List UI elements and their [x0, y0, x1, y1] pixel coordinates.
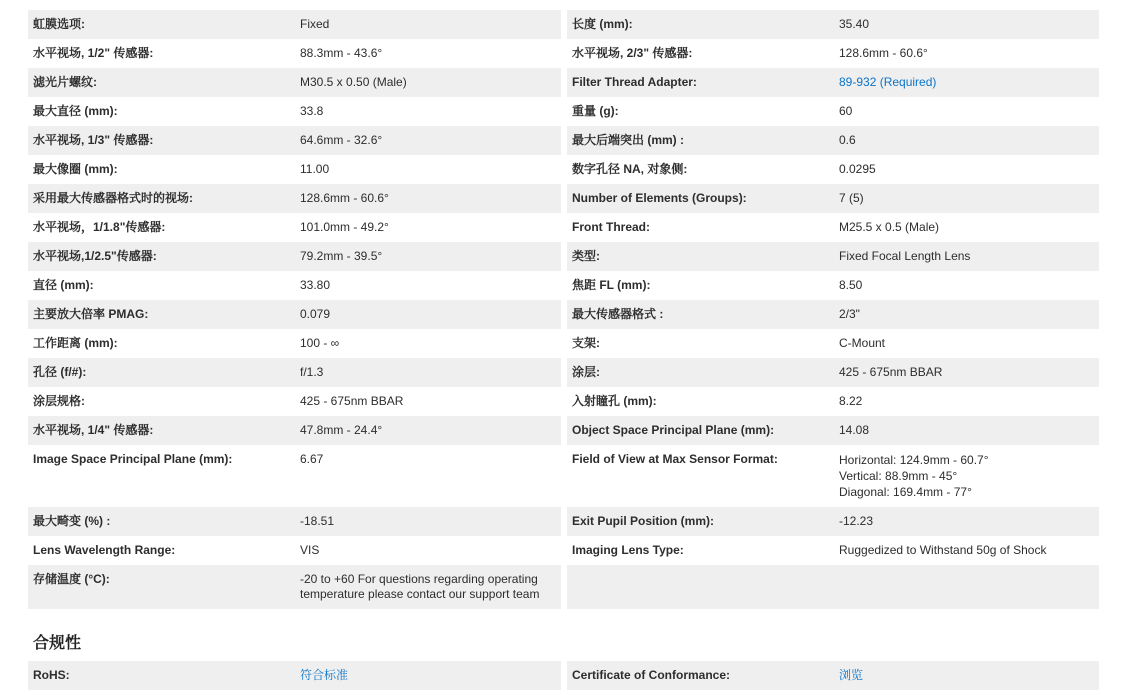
spec-label: 主要放大倍率 PMAG: [33, 307, 149, 321]
spec-value: 11.00 [300, 162, 330, 176]
spec-cell-right [567, 387, 1099, 416]
table-row [28, 387, 1099, 416]
table-row [28, 271, 1099, 300]
spec-cell-right [567, 416, 1099, 445]
spec-label: 涂层规格: [33, 394, 85, 408]
spec-value: 0.0295 [839, 162, 876, 176]
spec-link[interactable]: 浏览 [839, 668, 864, 682]
spec-cell-left [28, 387, 561, 416]
spec-value: 88.3mm - 43.6° [300, 46, 383, 60]
spec-cell-right [567, 536, 1099, 565]
spec-label: 重量 (g): [572, 104, 619, 118]
spec-label: 长度 (mm): [572, 17, 633, 31]
spec-value [839, 452, 1091, 500]
spec-value: 425 - 675nm BBAR [300, 394, 404, 408]
spec-label: 采用最大传感器格式时的视场: [33, 191, 193, 205]
spec-label: 入射瞳孔 (mm): [572, 394, 657, 408]
compliance-heading: 合规性 [33, 635, 82, 652]
spec-value: 101.0mm - 49.2° [300, 220, 389, 234]
spec-value: -12.23 [839, 514, 874, 528]
table-row [28, 68, 1099, 97]
spec-label: 支架: [572, 336, 600, 350]
spec-label: Number of Elements (Groups): [572, 191, 747, 205]
table-row [28, 358, 1099, 387]
spec-label: 孔径 (f/#): [33, 365, 87, 379]
table-row [28, 565, 1099, 609]
spec-cell-right [567, 213, 1099, 242]
table-row [28, 445, 1099, 507]
spec-label: 水平视场, 1/3" 传感器: [33, 133, 154, 147]
spec-cell-right [567, 507, 1099, 536]
spec-label: 直径 (mm): [33, 278, 94, 292]
spec-value: Fixed [300, 17, 330, 31]
spec-cell-right [567, 358, 1099, 387]
spec-label: Front Thread: [572, 220, 650, 234]
spec-cell-right [567, 68, 1099, 97]
spec-value: 60 [839, 104, 853, 118]
spec-value: 100 - ∞ [300, 336, 340, 350]
spec-label: 水平视场, 1/4" 传感器: [33, 423, 154, 437]
spec-cell-left [28, 661, 561, 690]
spec-value: -20 to +60 For questions regarding operating temperature please contact our support team [300, 572, 540, 601]
spec-cell-right [567, 39, 1099, 68]
table-row [28, 10, 1099, 39]
spec-label: 涂层: [572, 365, 600, 379]
spec-value: 64.6mm - 32.6° [300, 133, 383, 147]
spec-cell-left [28, 68, 561, 97]
spec-cell-left [28, 39, 561, 68]
table-row [28, 329, 1099, 358]
spec-value: f/1.3 [300, 365, 324, 379]
spec-cell-left [28, 97, 561, 126]
spec-value: C-Mount [839, 336, 886, 350]
spec-label: Lens Wavelength Range: [33, 543, 176, 557]
spec-value: 8.22 [839, 394, 863, 408]
spec-cell-left [28, 416, 561, 445]
spec-cell-left [28, 271, 561, 300]
spec-label: 水平视场，1/1.8"传感器: [33, 220, 166, 234]
spec-label: Filter Thread Adapter: [572, 75, 697, 89]
table-row [28, 184, 1099, 213]
spec-value-line: Diagonal: 169.4mm - 77° [839, 485, 972, 499]
spec-label: 水平视场,1/2.5"传感器: [33, 249, 157, 263]
spec-value [300, 668, 553, 683]
spec-cell-left [28, 536, 561, 565]
spec-cell-left [28, 300, 561, 329]
spec-value: M30.5 x 0.50 (Male) [300, 75, 407, 89]
spec-cell-right [567, 184, 1099, 213]
spec-value: Fixed Focal Length Lens [839, 249, 971, 263]
table-row [28, 213, 1099, 242]
spec-value-line: Vertical: 88.9mm - 45° [839, 469, 958, 483]
table-row [28, 536, 1099, 565]
spec-label: 最大后端突出 (mm) : [572, 133, 684, 147]
spec-label: Exit Pupil Position (mm): [572, 514, 715, 528]
spec-cell-left [28, 242, 561, 271]
spec-cell-right [567, 300, 1099, 329]
spec-value: 33.8 [300, 104, 324, 118]
spec-cell-right [567, 565, 1099, 609]
spec-value: 0.079 [300, 307, 331, 321]
spec-label: Image Space Principal Plane (mm): [33, 452, 233, 466]
spec-table [28, 10, 1134, 609]
spec-label: 最大像圈 (mm): [33, 162, 118, 176]
spec-cell-left [28, 184, 561, 213]
spec-label: 存储温度 (°C): [33, 572, 110, 586]
spec-value: 128.6mm - 60.6° [839, 46, 928, 60]
spec-value: 33.80 [300, 278, 331, 292]
spec-label: RoHS: [33, 668, 70, 682]
spec-cell-left [28, 565, 561, 609]
spec-value: 35.40 [839, 17, 870, 31]
spec-label: Imaging Lens Type: [572, 543, 684, 557]
spec-label: 滤光片螺纹: [33, 75, 97, 89]
spec-cell-right [567, 329, 1099, 358]
spec-value: M25.5 x 0.5 (Male) [839, 220, 940, 234]
spec-value: 0.6 [839, 133, 856, 147]
spec-value: 2/3" [839, 307, 860, 321]
spec-label: 最大传感器格式 : [572, 307, 664, 321]
spec-label: 虹膜选项: [33, 17, 85, 31]
spec-label: Field of View at Max Sensor Format: [572, 452, 778, 466]
table-row [28, 416, 1099, 445]
table-row [28, 155, 1099, 184]
table-row [28, 126, 1099, 155]
spec-value: 79.2mm - 39.5° [300, 249, 383, 263]
spec-value [839, 75, 1091, 90]
spec-link[interactable]: 符合标准 [300, 668, 349, 682]
spec-value: 14.08 [839, 423, 870, 437]
spec-cell-right [567, 97, 1099, 126]
spec-cell-right [567, 10, 1099, 39]
spec-value-line: Horizontal: 124.9mm - 60.7° [839, 453, 989, 467]
spec-label: Certificate of Conformance: [572, 668, 731, 682]
spec-label: 最大直径 (mm): [33, 104, 118, 118]
compliance-table [28, 661, 1134, 690]
spec-value: 425 - 675nm BBAR [839, 365, 943, 379]
spec-label: 数字孔径 NA, 对象侧: [572, 162, 688, 176]
spec-label: 类型: [572, 249, 600, 263]
spec-value: Ruggedized to Withstand 50g of Shock [839, 543, 1047, 557]
spec-value: 6.67 [300, 452, 324, 466]
spec-label: 水平视场, 1/2" 传感器: [33, 46, 154, 60]
spec-cell-left [28, 358, 561, 387]
table-row [28, 300, 1099, 329]
spec-cell-right [567, 155, 1099, 184]
table-row [28, 39, 1099, 68]
table-row [28, 661, 1099, 690]
table-row [28, 507, 1099, 536]
spec-cell-left [28, 126, 561, 155]
spec-cell-left [28, 10, 561, 39]
spec-cell-left [28, 445, 561, 507]
spec-cell-left [28, 213, 561, 242]
spec-value: -18.51 [300, 514, 335, 528]
table-row [28, 242, 1099, 271]
spec-cell-left [28, 155, 561, 184]
spec-value: VIS [300, 543, 320, 557]
spec-cell-right [567, 445, 1099, 507]
spec-label: 焦距 FL (mm): [572, 278, 651, 292]
spec-label: 最大畸变 (%) : [33, 514, 111, 528]
spec-value [839, 668, 1091, 683]
spec-value: 7 (5) [839, 191, 864, 205]
spec-cell-right [567, 242, 1099, 271]
spec-label: Object Space Principal Plane (mm): [572, 423, 775, 437]
spec-cell-right [567, 271, 1099, 300]
spec-cell-left [28, 507, 561, 536]
spec-cell-left [28, 329, 561, 358]
spec-value: 128.6mm - 60.6° [300, 191, 389, 205]
spec-value: 47.8mm - 24.4° [300, 423, 383, 437]
spec-value: 8.50 [839, 278, 863, 292]
spec-cell-right [567, 661, 1099, 690]
spec-cell-right [567, 126, 1099, 155]
table-row [28, 97, 1099, 126]
spec-label: 水平视场, 2/3" 传感器: [572, 46, 693, 60]
spec-link[interactable]: 89-932 (Required) [839, 75, 937, 89]
spec-label: 工作距离 (mm): [33, 336, 118, 350]
